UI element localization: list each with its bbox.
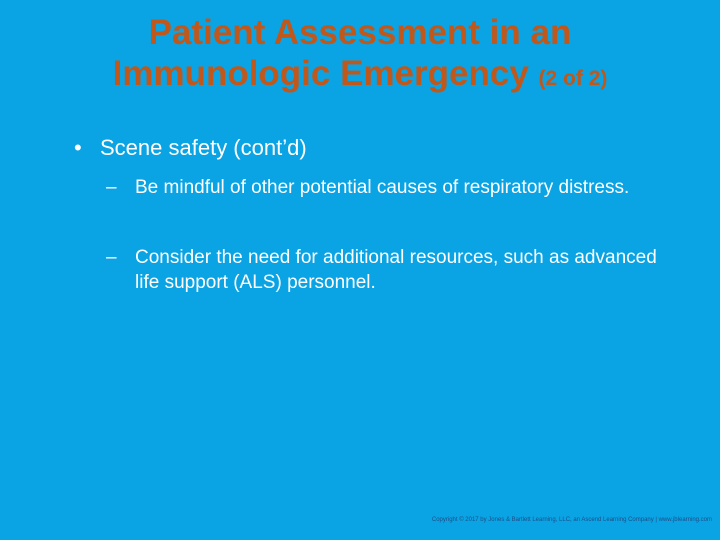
copyright-footer: Copyright © 2017 by Jones & Bartlett Learning, LLC, an Ascend Learning Company | www.jblearning.com: [431, 517, 712, 523]
sub-bullet-symbol: –: [106, 247, 117, 268]
sub-bullet-symbol: –: [106, 177, 117, 198]
sub-bullet-item: [106, 175, 686, 231]
bullet-item: [74, 134, 307, 162]
title-line-1: Patient Assessment in an: [148, 13, 572, 52]
title-part-indicator: (2 of 2): [538, 67, 608, 90]
title-line-2: Immunologic Emergency: [112, 54, 529, 93]
sub-bullet-text: Be mindful of other potential causes of respiratory distress.: [135, 177, 630, 198]
sub-bullet-item: [106, 245, 686, 301]
bullet-symbol: •: [74, 135, 82, 160]
sub-bullet-text: Consider the need for additional resources, such as advanced life support (ALS) personnel.: [135, 247, 657, 293]
bullet-text: Scene safety (cont’d): [100, 135, 307, 160]
